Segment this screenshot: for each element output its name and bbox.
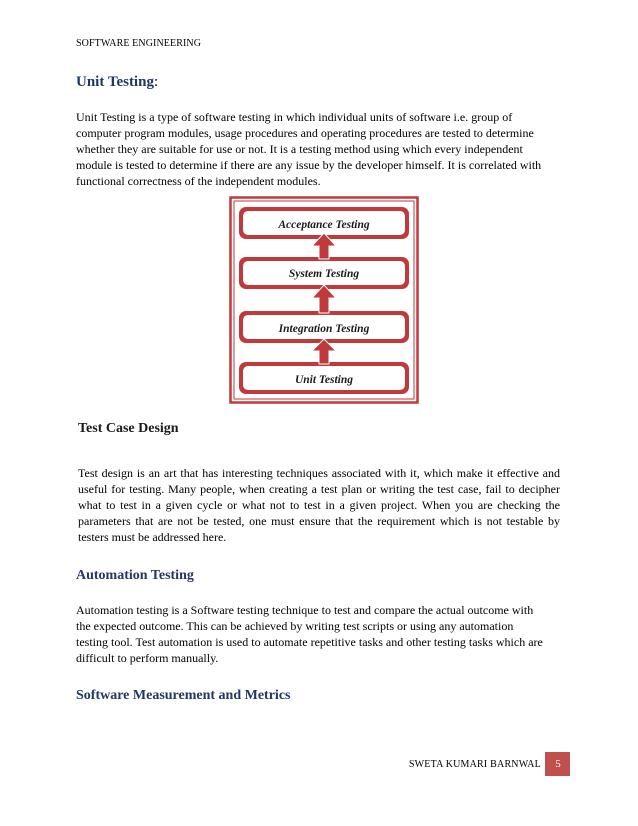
heading-unit-testing <box>76 74 158 91</box>
heading-unit-testing-text: Unit Testing <box>76 74 154 90</box>
level-label-acceptance: Acceptance Testing <box>278 219 370 231</box>
paragraph-automation-testing <box>76 602 566 666</box>
level-label-unit: Unit Testing <box>294 374 354 386</box>
testing-levels-diagram <box>229 196 419 404</box>
paragraph-line: computer program modules, usage procedures and operating procedures are tested to determine <box>76 126 534 140</box>
heading-automation-testing: Automation Testing <box>76 568 194 583</box>
footer-author: SWETA KUMARI BARNWAL <box>408 759 541 770</box>
level-box-integration <box>239 311 409 343</box>
paragraph-line: the expected outcome. This can be achieved by writing test scripts or using any automation <box>76 619 514 633</box>
page-number: 5 <box>546 752 570 776</box>
heading-colon: : <box>153 74 159 90</box>
paragraph-line: difficult to perform manually. <box>76 651 219 665</box>
paragraph-line: Unit Testing is a type of software testing in which individual units of software i.e. group of <box>76 110 513 124</box>
paragraph-line: module is tested to determine if there are any issue by the developer himself. It is correlated with <box>76 158 542 172</box>
paragraph-line: testing tool. Test automation is used to automate repetitive tasks and other testing tasks which are <box>76 635 543 649</box>
paragraph-unit-testing <box>76 109 566 189</box>
paragraph-line: whether they are suitable for use or not. It is a testing method using which every independent <box>76 142 523 156</box>
level-box-system <box>239 257 409 289</box>
heading-test-case-design: Test Case Design <box>78 421 179 436</box>
heading-software-measurement: Software Measurement and Metrics <box>76 688 291 703</box>
level-label-system: System Testing <box>288 268 360 280</box>
paragraph-line: functional correctness of the independent modules. <box>76 174 321 188</box>
paragraph-test-case-design: Test design is an art that has interesting techniques associated with it, which make it effective and useful for testing. Many people, when creating a test plan or writing the test case, fail to decipher what to test in a given cycle or what not to test in a given project. When you are checking the parameters that are not be tested, one must ensure that the requirement which is not testable by testers must be addressed here. <box>78 466 560 544</box>
paragraph-line: Automation testing is a Software testing technique to test and compare the actual outcome with <box>76 603 534 617</box>
up-arrow-icon <box>312 285 336 313</box>
level-label-integration: Integration Testing <box>278 323 370 335</box>
running-header: SOFTWARE ENGINEERING <box>76 38 202 49</box>
level-box-unit <box>239 362 409 394</box>
